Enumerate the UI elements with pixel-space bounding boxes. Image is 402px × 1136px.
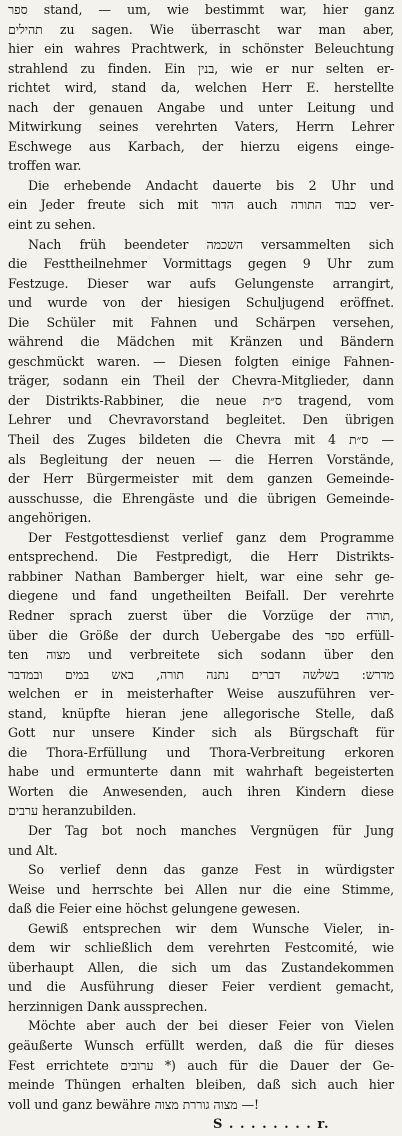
article-paragraph <box>8 0 394 176</box>
text-line: Theil des Zuges bildeten die Chevra mit 4 ס״ת — <box>8 432 394 448</box>
text-line: während die Mädchen mit Kränzen und Bändern <box>8 334 394 350</box>
text-line: entsprechend. Die Festpredigt, die Herr Distrikts- <box>8 549 394 565</box>
article-paragraph <box>8 528 394 821</box>
text-line: ein Jeder freute sich mit הדור auch כבוד התורה ver- <box>8 197 394 213</box>
text-line: geschmückt waren. — Diesen folgten einige Fahnen- <box>8 353 394 369</box>
text-line: träger, sodann ein Theil der Chevra-Mitglieder, dann <box>8 373 394 389</box>
text-line: Möchte aber auch der bei dieser Feier von Vielen <box>28 1018 394 1034</box>
text-line: der Distrikts-Rabbiner, die neue ס״ת tragend, vom <box>8 392 394 408</box>
text-line: voll und ganz bewähre מצוה גוררת מצוה —! <box>8 1096 259 1112</box>
text-line: geäußerte Wunsch erfüllt werden, daß die für dieses <box>8 1037 394 1053</box>
text-line: Mitwirkung seines verehrten Vaters, Herrn Lehrer <box>8 119 394 135</box>
text-line: der Herr Bürgermeister mit dem ganzen Gemeinde- <box>8 471 394 487</box>
text-line: und wurde von der hiesigen Schuljugend eröffnet. <box>8 295 394 311</box>
text-line: meinde Thüngen erhalten bleiben, daß sich auch hier <box>8 1077 394 1093</box>
text-line: Der Festgottesdienst verlief ganz dem Programme <box>28 529 394 545</box>
text-line: Festzuge. Dieser war aufs Gelungenste arrangirt, <box>8 275 394 291</box>
article-paragraph <box>8 919 394 1017</box>
text-line: troffen war. <box>8 158 82 174</box>
text-line: Nach früh beendeter השכמה versammelten sich <box>28 236 394 252</box>
text-line: die Thora-Erfüllung und Thora-Verbreitung erkoren <box>8 744 394 760</box>
text-line: über die Größe der durch Uebergabe des ספר erfüll- <box>8 627 394 643</box>
text-line: ten מצוה und verbreitete sich sodann über den <box>8 647 395 663</box>
text-line: Gott nur unsere Kinder sich als Bürgschaft für <box>8 725 394 741</box>
text-line: angehörigen. <box>8 510 92 526</box>
article-paragraph <box>8 821 394 860</box>
text-line: eint zu sehen. <box>8 217 96 233</box>
text-line: Der Tag bot noch manches Vergnügen für Jung <box>28 822 394 838</box>
text-line: überhaupt Allen, die sich um das Zustandekommen <box>8 959 394 975</box>
text-line: richtet wird, stand da, welchen Herr E. herstellte <box>8 80 394 96</box>
text-line: Eschwege aus Karbach, der hierzu eigens einge- <box>8 138 394 154</box>
text-line: strahlend zu finden. Ein בנין, wie er nur selten er- <box>8 60 394 76</box>
text-line: So verlief denn das ganze Fest in würdigster <box>28 862 394 878</box>
text-line: herzinnigen Dank aussprechen. <box>8 998 208 1014</box>
text-line: תהילים zu sagen. Wie überrascht war man aber, <box>8 21 394 37</box>
text-line: Gewiß entsprechen wir dem Wunsche Vieler, in- <box>28 920 394 936</box>
text-line: als Begleitung der neuen — die Herren Vorstände, <box>8 451 394 467</box>
text-line: dem wir schließlich dem verehrten Festcomité, wie <box>8 940 394 956</box>
text-line: Die erhebende Andacht dauerte bis 2 Uhr und <box>28 177 394 193</box>
text-line: und die Ausführung dieser Feier verdient gemacht, <box>8 979 394 995</box>
text-line: und Alt. <box>8 842 58 858</box>
text-line: rabbiner Nathan Bamberger hielt, war eine sehr ge- <box>8 568 394 584</box>
text-line: ערבים heranzubilden. <box>8 803 137 819</box>
text-line: nach der genauen Angabe und unter Leitung und <box>8 99 394 115</box>
text-line: ספר stand, — um, wie bestimmt war, hier ganz <box>8 2 394 17</box>
text-line: Lehrer und Chevravorstand begleitet. Den übrigen <box>8 412 394 428</box>
text-line: ausschusse, die Ehrengäste und die übrigen Gemeinde- <box>8 490 394 506</box>
text-line: diegene und fand ungetheilten Beifall. Der verehrte <box>8 588 394 604</box>
text-line: Worten die Anwesenden, auch ihren Kindern diese <box>8 783 394 799</box>
text-line: habe und ermunterte dann mit wahrhaft begeisterten <box>8 764 394 780</box>
text-line: welchen er in meisterhafter Weise auszuführen ver- <box>8 686 394 702</box>
article-paragraph <box>8 860 394 919</box>
text-line: Redner sprach zuerst über die Vorzüge der תורה, <box>8 607 394 623</box>
text-line: hier ein wahres Prachtwerk, in schönster Beleuchtung <box>8 41 394 57</box>
text-line: Die Schüler mit Fahnen und Schärpen versehen, <box>8 314 394 330</box>
article-paragraph <box>8 235 394 528</box>
text-line: daß die Feier eine höchst gelungene gewesen. <box>8 901 301 917</box>
article-paragraph <box>8 176 394 235</box>
text-line: Fest errichtete ערובים *) auch für die Dauer der Ge- <box>8 1057 394 1073</box>
text-line: מדרש: בשלשה דברים נתנה תורה, באש במים ובמדבר <box>8 666 394 682</box>
article-paragraph <box>8 1016 394 1114</box>
text-line: die Festtheilnehmer Vormittags gegen 9 Uhr zum <box>8 256 394 272</box>
text-line: Weise und herrschte bei Allen nur die eine Stimme, <box>8 881 394 897</box>
author-signature: S . . . . . . . . r. <box>213 1117 330 1133</box>
text-line: stand, knüpfte hieran jene allegorische Stelle, daß <box>8 705 394 721</box>
